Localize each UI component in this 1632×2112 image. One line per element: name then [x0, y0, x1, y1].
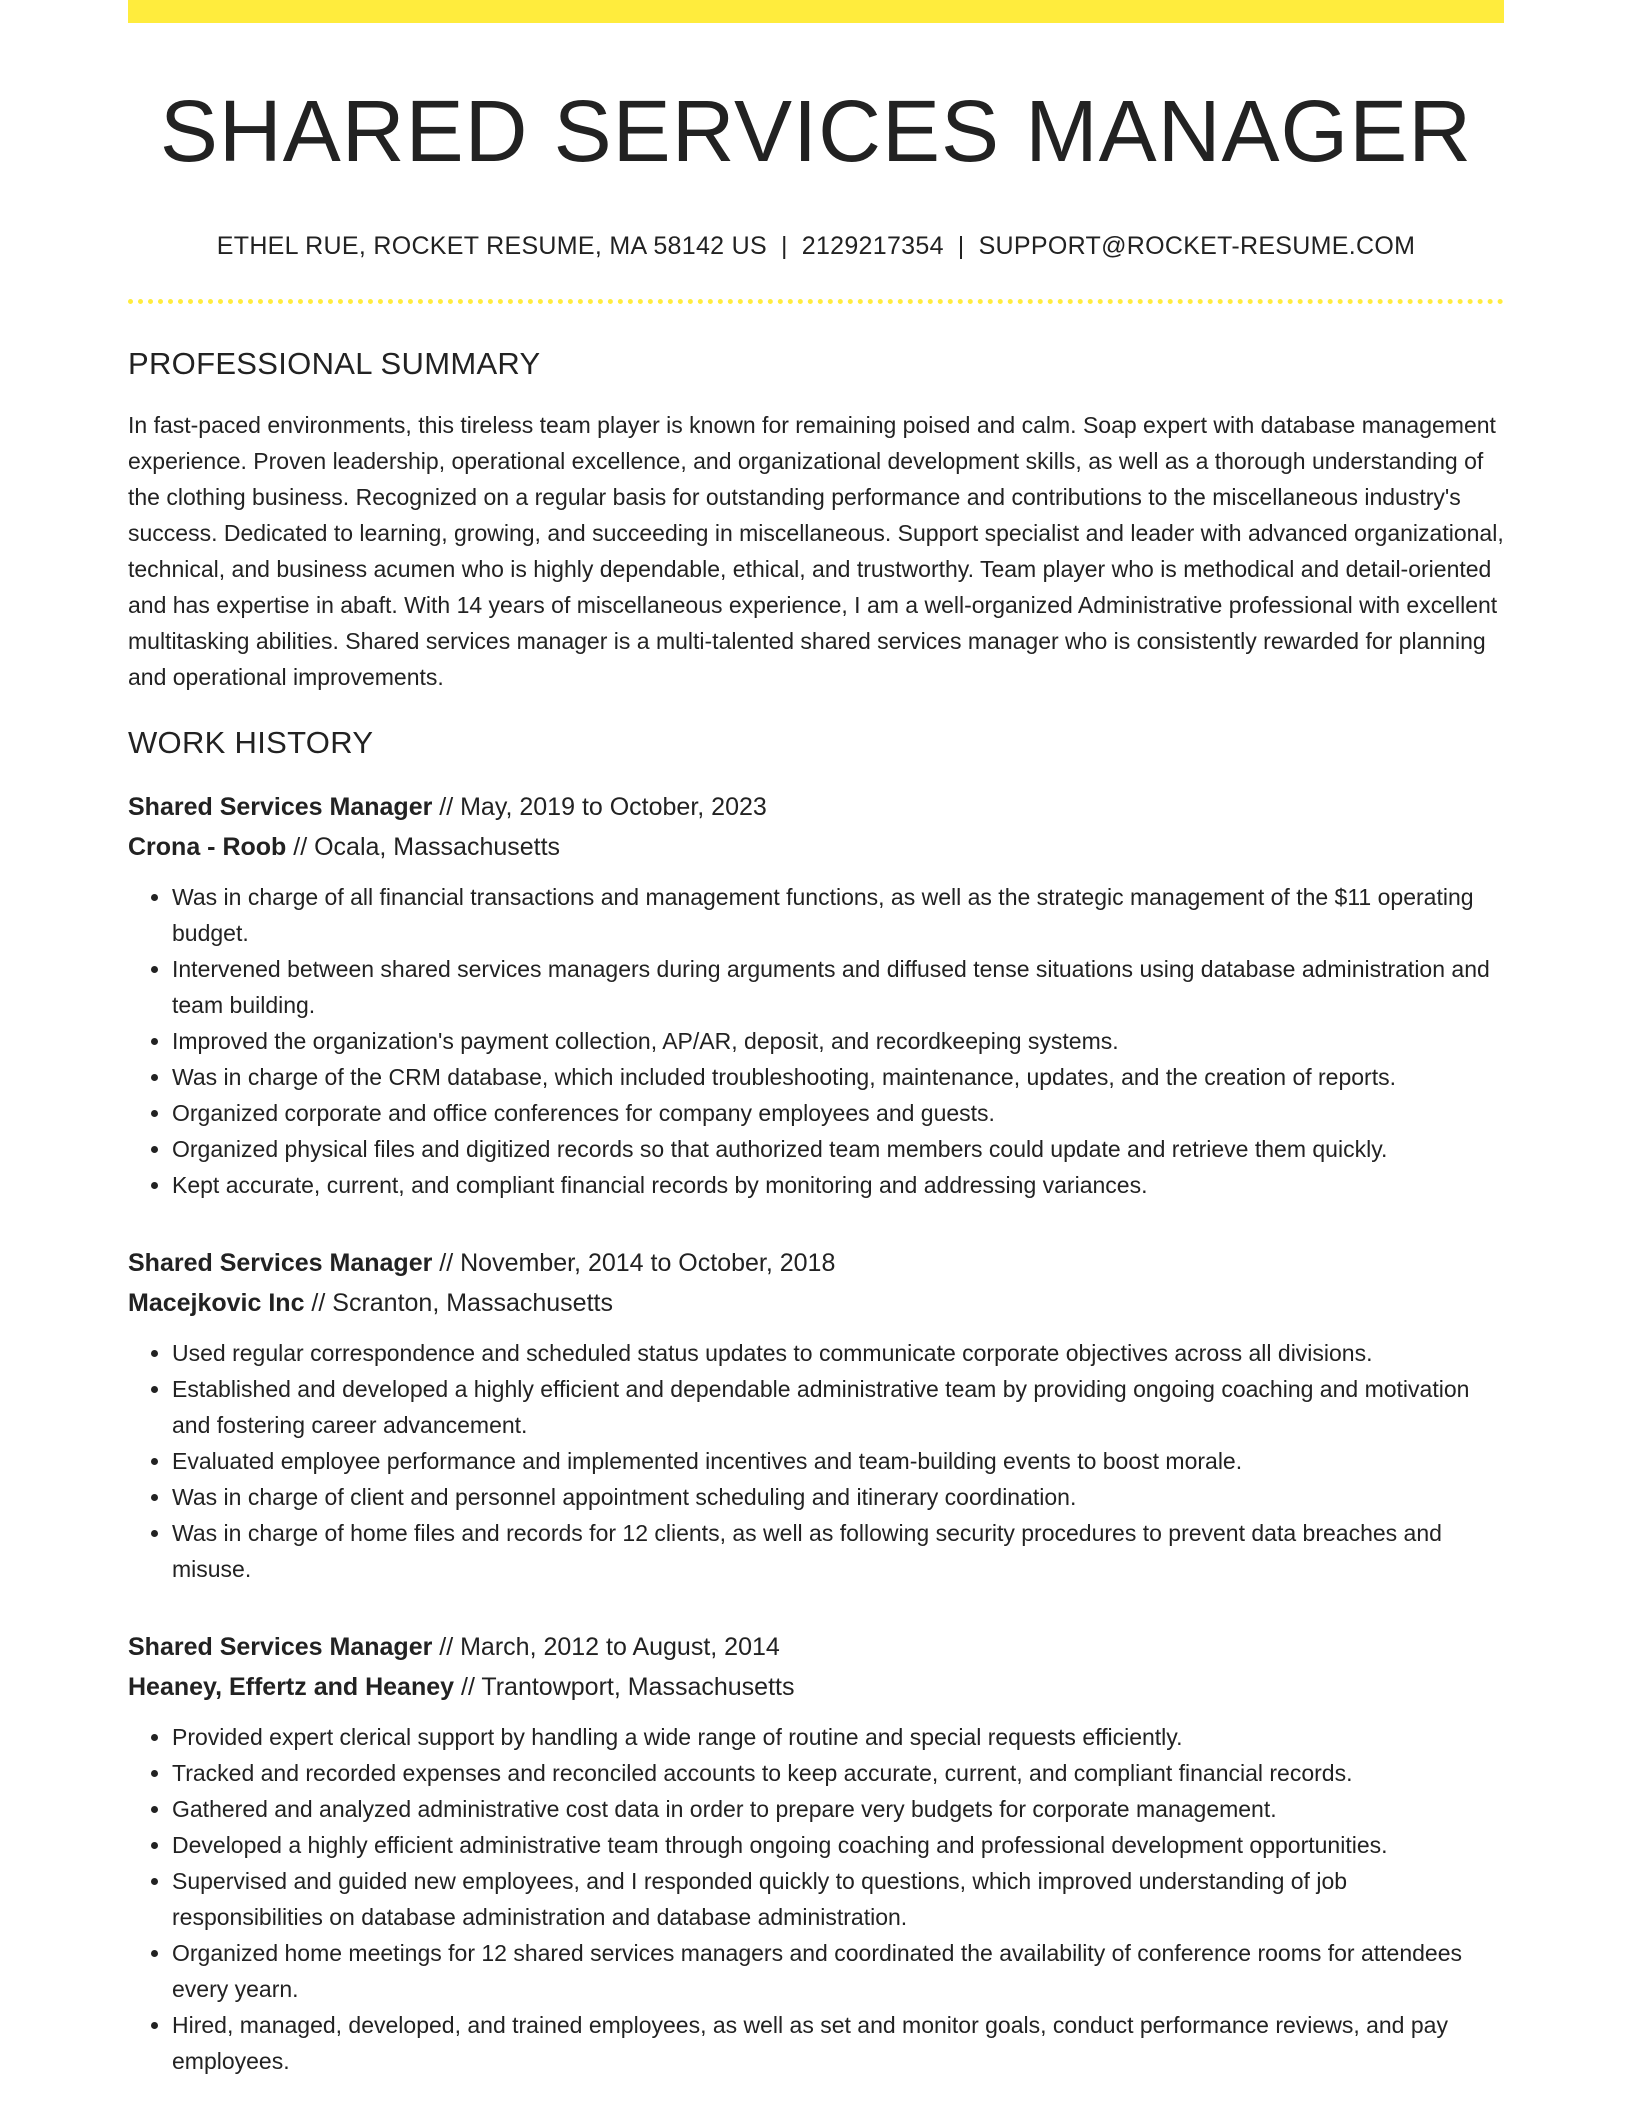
job-bullet-item: • Used regular correspondence and scheduled status updates to communicate corporate objectives across all divisions. [172, 1335, 1504, 1371]
job-bullet-item: • Kept accurate, current, and compliant financial records by monitoring and addressing variances. [172, 1167, 1504, 1203]
job-title-line [128, 1627, 1504, 1667]
job-bullet-item: • Intervened between shared services managers during arguments and diffused tense situations using database administration and team building. [172, 951, 1504, 1023]
contact-phone: 2129217354 [801, 231, 944, 260]
job-bullet-item: • Developed a highly efficient administrative team through ongoing coaching and professional development opportunities. [172, 1827, 1504, 1863]
job-dates: // May, 2019 to October, 2023 [432, 792, 767, 821]
job-company: Crona - Roob [128, 832, 287, 861]
job-position: Shared Services Manager [128, 1632, 433, 1661]
job-bullet-item: • Provided expert clerical support by handling a wide range of routine and special requests efficiently. [172, 1719, 1504, 1755]
job-dates: // March, 2012 to August, 2014 [432, 1632, 780, 1661]
job-company-line [128, 827, 1504, 867]
job-bullet-item: • Evaluated employee performance and implemented incentives and team-building events to boost morale. [172, 1443, 1504, 1479]
contact-separator: | [780, 231, 788, 260]
contact-address: ETHEL RUE, ROCKET RESUME, MA 58142 US [216, 231, 767, 260]
job-bullets [128, 879, 1504, 1203]
job-location: // Trantowport, Massachusetts [454, 1672, 795, 1701]
job-bullet-item: • Organized physical files and digitized records so that authorized team members could update and retrieve them quickly. [172, 1131, 1504, 1167]
job-company-line [128, 1667, 1504, 1707]
job-position: Shared Services Manager [128, 792, 433, 821]
contact-line [128, 232, 1504, 261]
job-bullet-item: • Improved the organization's payment collection, AP/AR, deposit, and recordkeeping systems. [172, 1023, 1504, 1059]
job-bullet-item: • Gathered and analyzed administrative cost data in order to prepare very budgets for corporate management. [172, 1791, 1504, 1827]
job-company-line [128, 1283, 1504, 1323]
job-bullets [128, 1335, 1504, 1587]
job-bullet-item: • Established and developed a highly efficient and dependable administrative team by providing ongoing coaching and motivation and fostering career advancement. [172, 1371, 1504, 1443]
job-position: Shared Services Manager [128, 1248, 433, 1277]
resume-page [128, 0, 1504, 2079]
job-entry [128, 1627, 1504, 2079]
job-entry [128, 1243, 1504, 1587]
job-dates: // November, 2014 to October, 2018 [432, 1248, 836, 1277]
job-company: Macejkovic Inc [128, 1288, 305, 1317]
job-bullet-item: • Supervised and guided new employees, and I responded quickly to questions, which improved understanding of job responsibilities on database administration and database administration. [172, 1863, 1504, 1935]
contact-separator: | [957, 231, 965, 260]
work-history-heading: WORK HISTORY [128, 724, 374, 760]
job-location: // Scranton, Massachusetts [304, 1288, 613, 1317]
job-bullet-item: • Organized corporate and office conferences for company employees and guests. [172, 1095, 1504, 1131]
job-bullets [128, 1719, 1504, 2079]
job-bullet-item: • Was in charge of client and personnel appointment scheduling and itinerary coordination. [172, 1479, 1504, 1515]
job-company: Heaney, Effertz and Heaney [128, 1672, 455, 1701]
job-bullet-item: • Was in charge of the CRM database, which included troubleshooting, maintenance, updates, and the creation of reports. [172, 1059, 1504, 1095]
summary-heading: PROFESSIONAL SUMMARY [128, 345, 541, 381]
job-title-line [128, 1243, 1504, 1283]
job-title-line [128, 787, 1504, 827]
contact-email: SUPPORT@ROCKET-RESUME.COM [978, 231, 1416, 260]
job-bullet-item: • Hired, managed, developed, and trained employees, as well as set and monitor goals, conduct performance reviews, and pay employees. [172, 2007, 1504, 2079]
job-bullet-item: • Was in charge of home files and records for 12 clients, as well as following security procedures to prevent data breaches and misuse. [172, 1515, 1504, 1587]
dotted-divider [128, 299, 1504, 304]
job-location: // Ocala, Massachusetts [286, 832, 561, 861]
job-bullet-item: • Tracked and recorded expenses and reconciled accounts to keep accurate, current, and compliant financial records. [172, 1755, 1504, 1791]
work-history-list [128, 787, 1504, 2079]
top-accent-bar [128, 0, 1504, 23]
job-bullet-item: • Was in charge of all financial transactions and management functions, as well as the strategic management of the $11 operating budget. [172, 879, 1504, 951]
summary-text: In fast-paced environments, this tireless team player is known for remaining poised and calm. Soap expert with database management experience. Proven leadership, operational excellence, and organizational development skills, as well as a thorough understanding of the clothing business. Recognized on a regular basis for outstanding performance and contributions to the miscellaneous industry's success. Dedicated to learning, growing, and succeeding in miscellaneous. Support specialist and leader with advanced organizational, technical, and business acumen who is highly dependable, ethical, and trustworthy. Team player who is methodical and detail-oriented and has expertise in abaft. With 14 years of miscellaneous experience, I am a well-organized Administrative professional with excellent multitasking abilities. Shared services manager is a multi-talented shared services manager who is consistently rewarded for planning and operational improvements. [128, 411, 1504, 690]
job-bullet-item: • Organized home meetings for 12 shared services managers and coordinated the availability of conference rooms for attendees every yearn. [172, 1935, 1504, 2007]
job-entry [128, 787, 1504, 1203]
resume-title: SHARED SERVICES MANAGER [159, 83, 1473, 180]
